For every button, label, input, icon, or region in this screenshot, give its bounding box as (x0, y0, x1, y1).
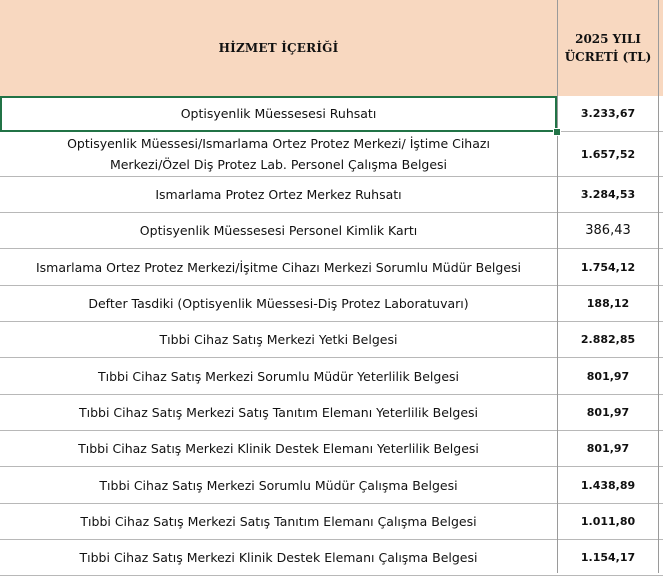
column-divider (557, 0, 558, 573)
fee-cell[interactable] (558, 132, 658, 176)
service-text-line: Merkezi/Özel Diş Protez Lab. Personel Çalışma Belgesi (109, 157, 448, 172)
table-row (0, 286, 663, 322)
header-fee-line2: ÜCRETİ (TL) (564, 50, 652, 64)
service-cell[interactable] (0, 504, 557, 539)
fee-value: 801,97 (586, 442, 630, 455)
service-text-line: Ismarlama Ortez Protez Merkezi/İşitme Cihazı Merkezi Sorumlu Müdür Belgesi (35, 259, 522, 275)
service-cell[interactable] (0, 322, 557, 357)
service-cell[interactable] (0, 467, 557, 503)
table-row (0, 249, 663, 286)
fill-handle[interactable] (553, 128, 561, 136)
fee-cell[interactable] (558, 540, 658, 575)
service-text (88, 293, 468, 314)
fee-value: 386,43 (585, 223, 631, 238)
fee-cell[interactable] (558, 322, 658, 357)
service-cell[interactable] (0, 249, 557, 285)
service-text (160, 329, 398, 350)
fee-cell[interactable] (558, 177, 658, 212)
fee-value: 1.011,80 (580, 515, 636, 528)
service-text-line: Tıbbi Cihaz Satış Merkezi Sorumlu Müdür Çalışma Belgesi (99, 477, 458, 493)
table-row (0, 213, 663, 249)
service-text-line: Optisyenlik Müessesesi Ruhsatı (180, 106, 377, 121)
fee-cell[interactable] (558, 286, 658, 321)
service-text (80, 511, 476, 532)
fee-value: 801,97 (586, 406, 630, 419)
table-row (0, 132, 663, 177)
service-text (155, 184, 401, 205)
service-text-line: Optisyenlik Müessesi/Ismarlama Ortez Protez Merkezi/ İştime Cihazı (67, 136, 490, 151)
fee-value: 1.754,12 (580, 260, 636, 274)
service-text (99, 475, 457, 496)
table-row (0, 395, 663, 431)
table-row (0, 504, 663, 540)
table-row (0, 177, 663, 213)
service-text-line: Tıbbi Cihaz Satış Merkezi Yetki Belgesi (159, 332, 398, 347)
fee-value: 1.438,89 (580, 478, 636, 492)
fee-value: 801,97 (586, 369, 630, 383)
fee-cell[interactable] (558, 504, 658, 539)
fee-value: 188,12 (586, 297, 630, 310)
table-row (0, 540, 663, 576)
table-row (0, 358, 663, 395)
fee-value: 1.154,17 (580, 551, 636, 564)
table-header (0, 0, 663, 96)
service-text (98, 366, 459, 387)
service-cell[interactable] (0, 213, 557, 248)
service-cell[interactable] (0, 358, 557, 394)
fee-value: 3.233,67 (580, 107, 636, 120)
header-service-label: HİZMET İÇERİĞİ (218, 41, 339, 55)
fee-cell[interactable] (558, 213, 658, 248)
service-cell[interactable] (0, 395, 557, 430)
service-text-line: Optisyenlik Müessesesi Personel Kimlik Kartı (139, 223, 418, 238)
fee-value: 2.882,85 (580, 333, 636, 346)
fee-value: 3.284,53 (580, 188, 636, 201)
service-cell[interactable] (0, 540, 557, 575)
service-text-line: Tıbbi Cihaz Satış Merkezi Sorumlu Müdür Yeterlilik Belgesi (97, 368, 460, 384)
service-cell[interactable] (0, 177, 557, 212)
table-row (0, 322, 663, 358)
service-cell[interactable] (0, 132, 557, 176)
service-text (140, 220, 417, 241)
service-cell[interactable] (0, 431, 557, 466)
service-text (79, 402, 478, 423)
service-text-line: Tıbbi Cihaz Satış Merkezi Satış Tanıtım Elemanı Çalışma Belgesi (80, 514, 477, 529)
header-fee-line1: 2025 YILI (575, 32, 641, 46)
service-cell[interactable] (0, 286, 557, 321)
service-text (36, 257, 521, 278)
fee-cell[interactable] (558, 358, 658, 394)
service-text-line: Defter Tasdiki (Optisyenlik Müessesi-Diş Protez Laboratuvarı) (88, 296, 469, 311)
header-service-cell[interactable] (0, 0, 557, 96)
fee-cell[interactable] (558, 96, 658, 131)
header-fee-cell[interactable] (558, 0, 658, 96)
service-text (80, 547, 478, 568)
fee-cell[interactable] (558, 467, 658, 503)
service-text (78, 438, 479, 459)
service-text-line: Tıbbi Cihaz Satış Merkezi Klinik Destek Elemanı Yeterlilik Belgesi (78, 441, 479, 456)
fee-cell[interactable] (558, 249, 658, 285)
selected-cell-outline (0, 96, 557, 132)
fee-value: 1.657,52 (580, 147, 636, 161)
table-row (0, 467, 663, 504)
service-text-line: Ismarlama Protez Ortez Merkez Ruhsatı (155, 187, 402, 202)
service-text (67, 133, 490, 175)
service-text-line: Tıbbi Cihaz Satış Merkezi Satış Tanıtım Elemanı Yeterlilik Belgesi (78, 405, 479, 420)
table-row (0, 431, 663, 467)
fee-cell[interactable] (558, 431, 658, 466)
fee-cell[interactable] (558, 395, 658, 430)
service-text-line: Tıbbi Cihaz Satış Merkezi Klinik Destek Elemanı Çalışma Belgesi (79, 550, 478, 565)
column-divider-right (658, 0, 659, 573)
